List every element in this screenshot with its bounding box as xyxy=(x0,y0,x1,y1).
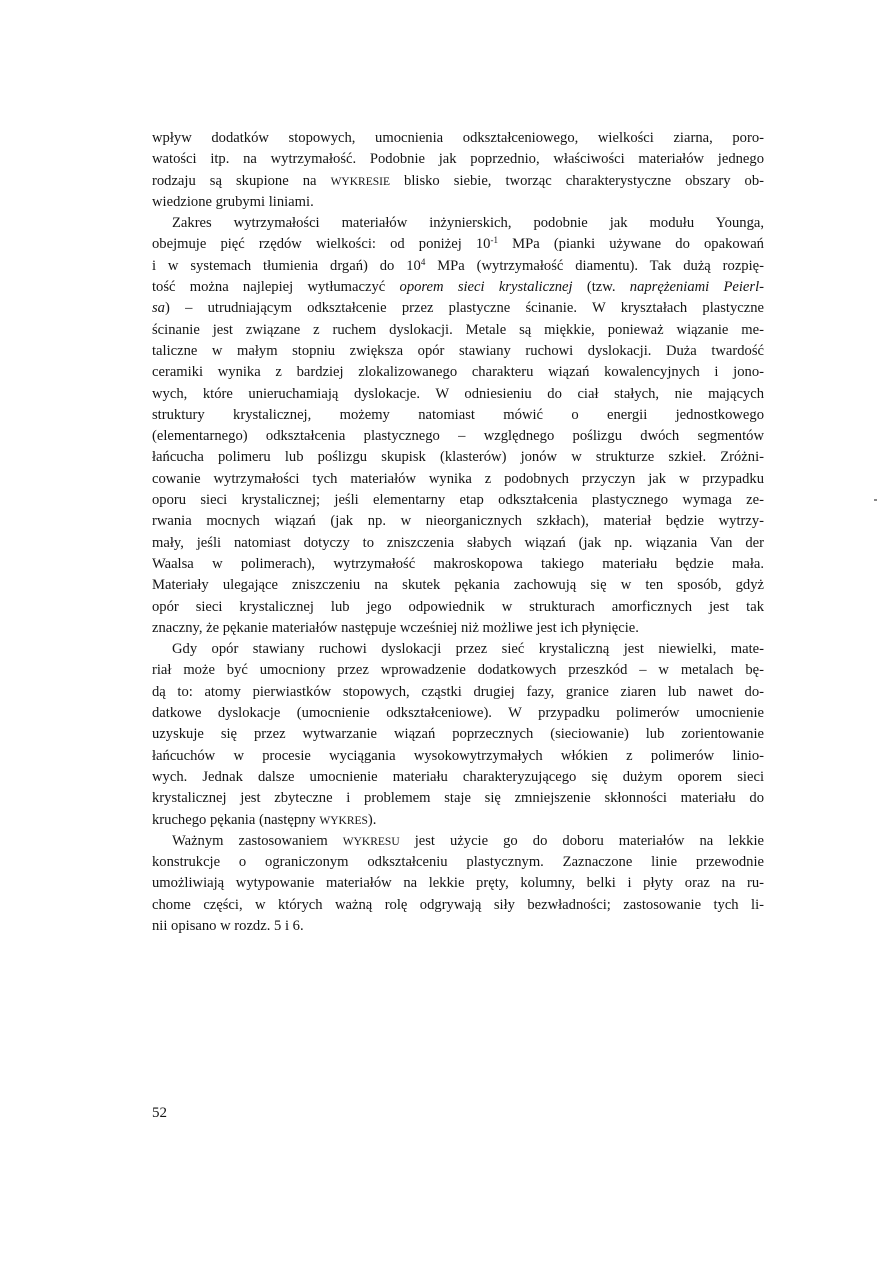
text-line: watości itp. na wytrzymałość. Podobnie jak poprzednio, właściwości materiałów jednego xyxy=(152,151,764,168)
text-line: opór sieci krystalicznej lub jego odpowiednik w strukturach amorficznych jest tak xyxy=(152,598,764,615)
text-line: rwania mocnych wiązań (jak np. w nieorganicznych szkłach), materiał będzie wytrzy- xyxy=(152,513,764,530)
text-span: ). xyxy=(367,811,377,828)
text-line: chome części, w których ważną rolę odgrywają siły bezwładności; zastosowanie tych li- xyxy=(152,896,764,913)
text-line: wych. Jednak dalsze umocnienie materiału charakteryzującego się dużym oporem sieci xyxy=(152,768,764,785)
text-line: Materiały ulegające zniszczeniu na skutek pękania zachowują się w ten sposób, gdyż xyxy=(152,577,764,594)
text-line: Waalsa w polimerach), wytrzymałość makroskopowa takiego materiału będzie mała. xyxy=(152,555,764,572)
text-span: MPa (pianki używane do opakowań xyxy=(497,236,764,253)
text-line: Zakres wytrzymałości materiałów inżynierskich, podobnie jak modułu Younga, xyxy=(172,215,764,232)
text-span: ) – utrudniającym odkształcenie przez plastyczne ścinanie. W kryształach plastyczne xyxy=(164,300,764,317)
text-line: dą to: atomy pierwiastków stopowych, cząstki drugiej fazy, granice ziaren lub nawet do- xyxy=(152,683,764,700)
text-span: jest użycie go do doboru materiałów na lekkie xyxy=(399,832,764,849)
body-text xyxy=(152,128,764,937)
text-line: łańcuchów w procesie wyciągania wysokowytrzymałych włókien z polimerów linio- xyxy=(152,747,764,764)
superscript: -1 xyxy=(490,235,498,246)
italic-term: sa xyxy=(152,300,165,317)
small-caps-term: WYKRESU xyxy=(342,835,400,848)
scan-speck xyxy=(874,499,877,501)
text-line: (elementarnego) odkształcenia plastycznego – względnego poślizgu dwóch segmentów xyxy=(152,428,764,445)
text-span: tość można najlepiej wytłumaczyć xyxy=(152,279,400,296)
text-line: oporu sieci krystalicznej; jeśli elementarny etap odkształcenia plastycznego wymaga ze- xyxy=(152,492,764,509)
text-span: MPa (wytrzymałość diamentu). Tak dużą rozpię- xyxy=(425,257,764,274)
text-line: nii opisano w rozdz. 5 i 6. xyxy=(152,917,304,934)
text-line xyxy=(152,277,764,298)
italic-term: naprężeniami Peierl- xyxy=(629,279,764,296)
text-line: umożliwiają wytypowanie materiałów na lekkie pręty, kolumny, belki i płyty oraz na ru- xyxy=(152,875,764,892)
text-line: riał może być umocniony przez wprowadzenie dodatkowych przeszkód – w metalach bę- xyxy=(152,662,764,679)
text-span: blisko siebie, tworząc charakterystyczne obszary ob- xyxy=(390,172,764,189)
text-line: wpływ dodatków stopowych, umocnienia odkształceniowego, wielkości ziarna, poro- xyxy=(152,130,764,146)
text-line: wiedzione grubymi liniami. xyxy=(152,193,314,210)
text-line xyxy=(152,256,764,277)
text-line: łańcucha polimeru lub poślizgu skupisk (klasterów) jonów w strukturze szkieł. Zróżni- xyxy=(152,449,764,466)
text-line xyxy=(152,298,764,319)
text-span: obejmuje pięć rzędów wielkości: od poniżej 10 xyxy=(152,236,491,253)
small-caps-term: WYKRES xyxy=(319,814,368,827)
superscript: 4 xyxy=(420,256,426,267)
text-span: (tzw. xyxy=(572,279,630,296)
text-line: Gdy opór stawiany ruchowi dyslokacji przez sieć krystaliczną jest niewielki, mate- xyxy=(172,641,764,658)
text-line: ceramiki wynika z bardziej zlokalizowanego charakteru wiązań kowalencyjnych i jono- xyxy=(152,364,764,381)
text-span: rodzaju są skupione na xyxy=(152,172,331,189)
text-line xyxy=(152,234,764,255)
text-line: znaczny, że pękanie materiałów następuje wcześniej niż możliwe jest ich płynięcie. xyxy=(152,619,639,636)
text-line: datkowe dyslokacje (umocnienie odkształceniowe). W przypadku polimerów umocnienie xyxy=(152,705,764,722)
text-line: struktury krystalicznej, możemy natomiast mówić o energii jednostkowego xyxy=(152,406,764,423)
text-line: mały, jeśli natomiast dotyczy to zniszczenia słabych wiązań (jak np. wiązania Van der xyxy=(152,534,764,551)
text-line: uzyskuje się przez wytwarzanie wiązań poprzecznych (sieciowanie) lub zorientowanie xyxy=(152,726,764,743)
italic-term: oporem sieci krystalicznej xyxy=(399,279,573,296)
text-line: konstrukcje o ograniczonym odkształceniu plastycznym. Zaznaczone linie przewodnie xyxy=(152,854,764,871)
text-span: kruchego pękania (następny xyxy=(152,811,320,828)
small-caps-term: WYKRESIE xyxy=(330,175,390,188)
text-line: krystalicznej jest zbyteczne i problemem staje się zmniejszenie skłonności materiału do xyxy=(152,790,764,807)
text-line: cowanie wytrzymałości tych materiałów wynika z podobnych przyczyn jak w przypadku xyxy=(152,470,764,487)
text-line: ścinanie jest związane z ruchem dyslokacji. Metale są miękkie, ponieważ wiązanie me- xyxy=(152,321,764,338)
text-line xyxy=(152,810,764,831)
text-line xyxy=(152,171,764,192)
text-line xyxy=(152,831,764,852)
text-span: i w systemach tłumienia drgań) do 10 xyxy=(152,257,421,274)
page-number: 52 xyxy=(152,1105,167,1121)
text-line: taliczne w małym stopniu zwiększa opór stawiany ruchowi dyslokacji. Duża twardość xyxy=(152,342,764,359)
text-span: Ważnym zastosowaniem xyxy=(172,832,343,849)
text-line: wych, które unieruchamiają dyslokacje. W odniesieniu do ciał stałych, nie mających xyxy=(152,385,764,402)
